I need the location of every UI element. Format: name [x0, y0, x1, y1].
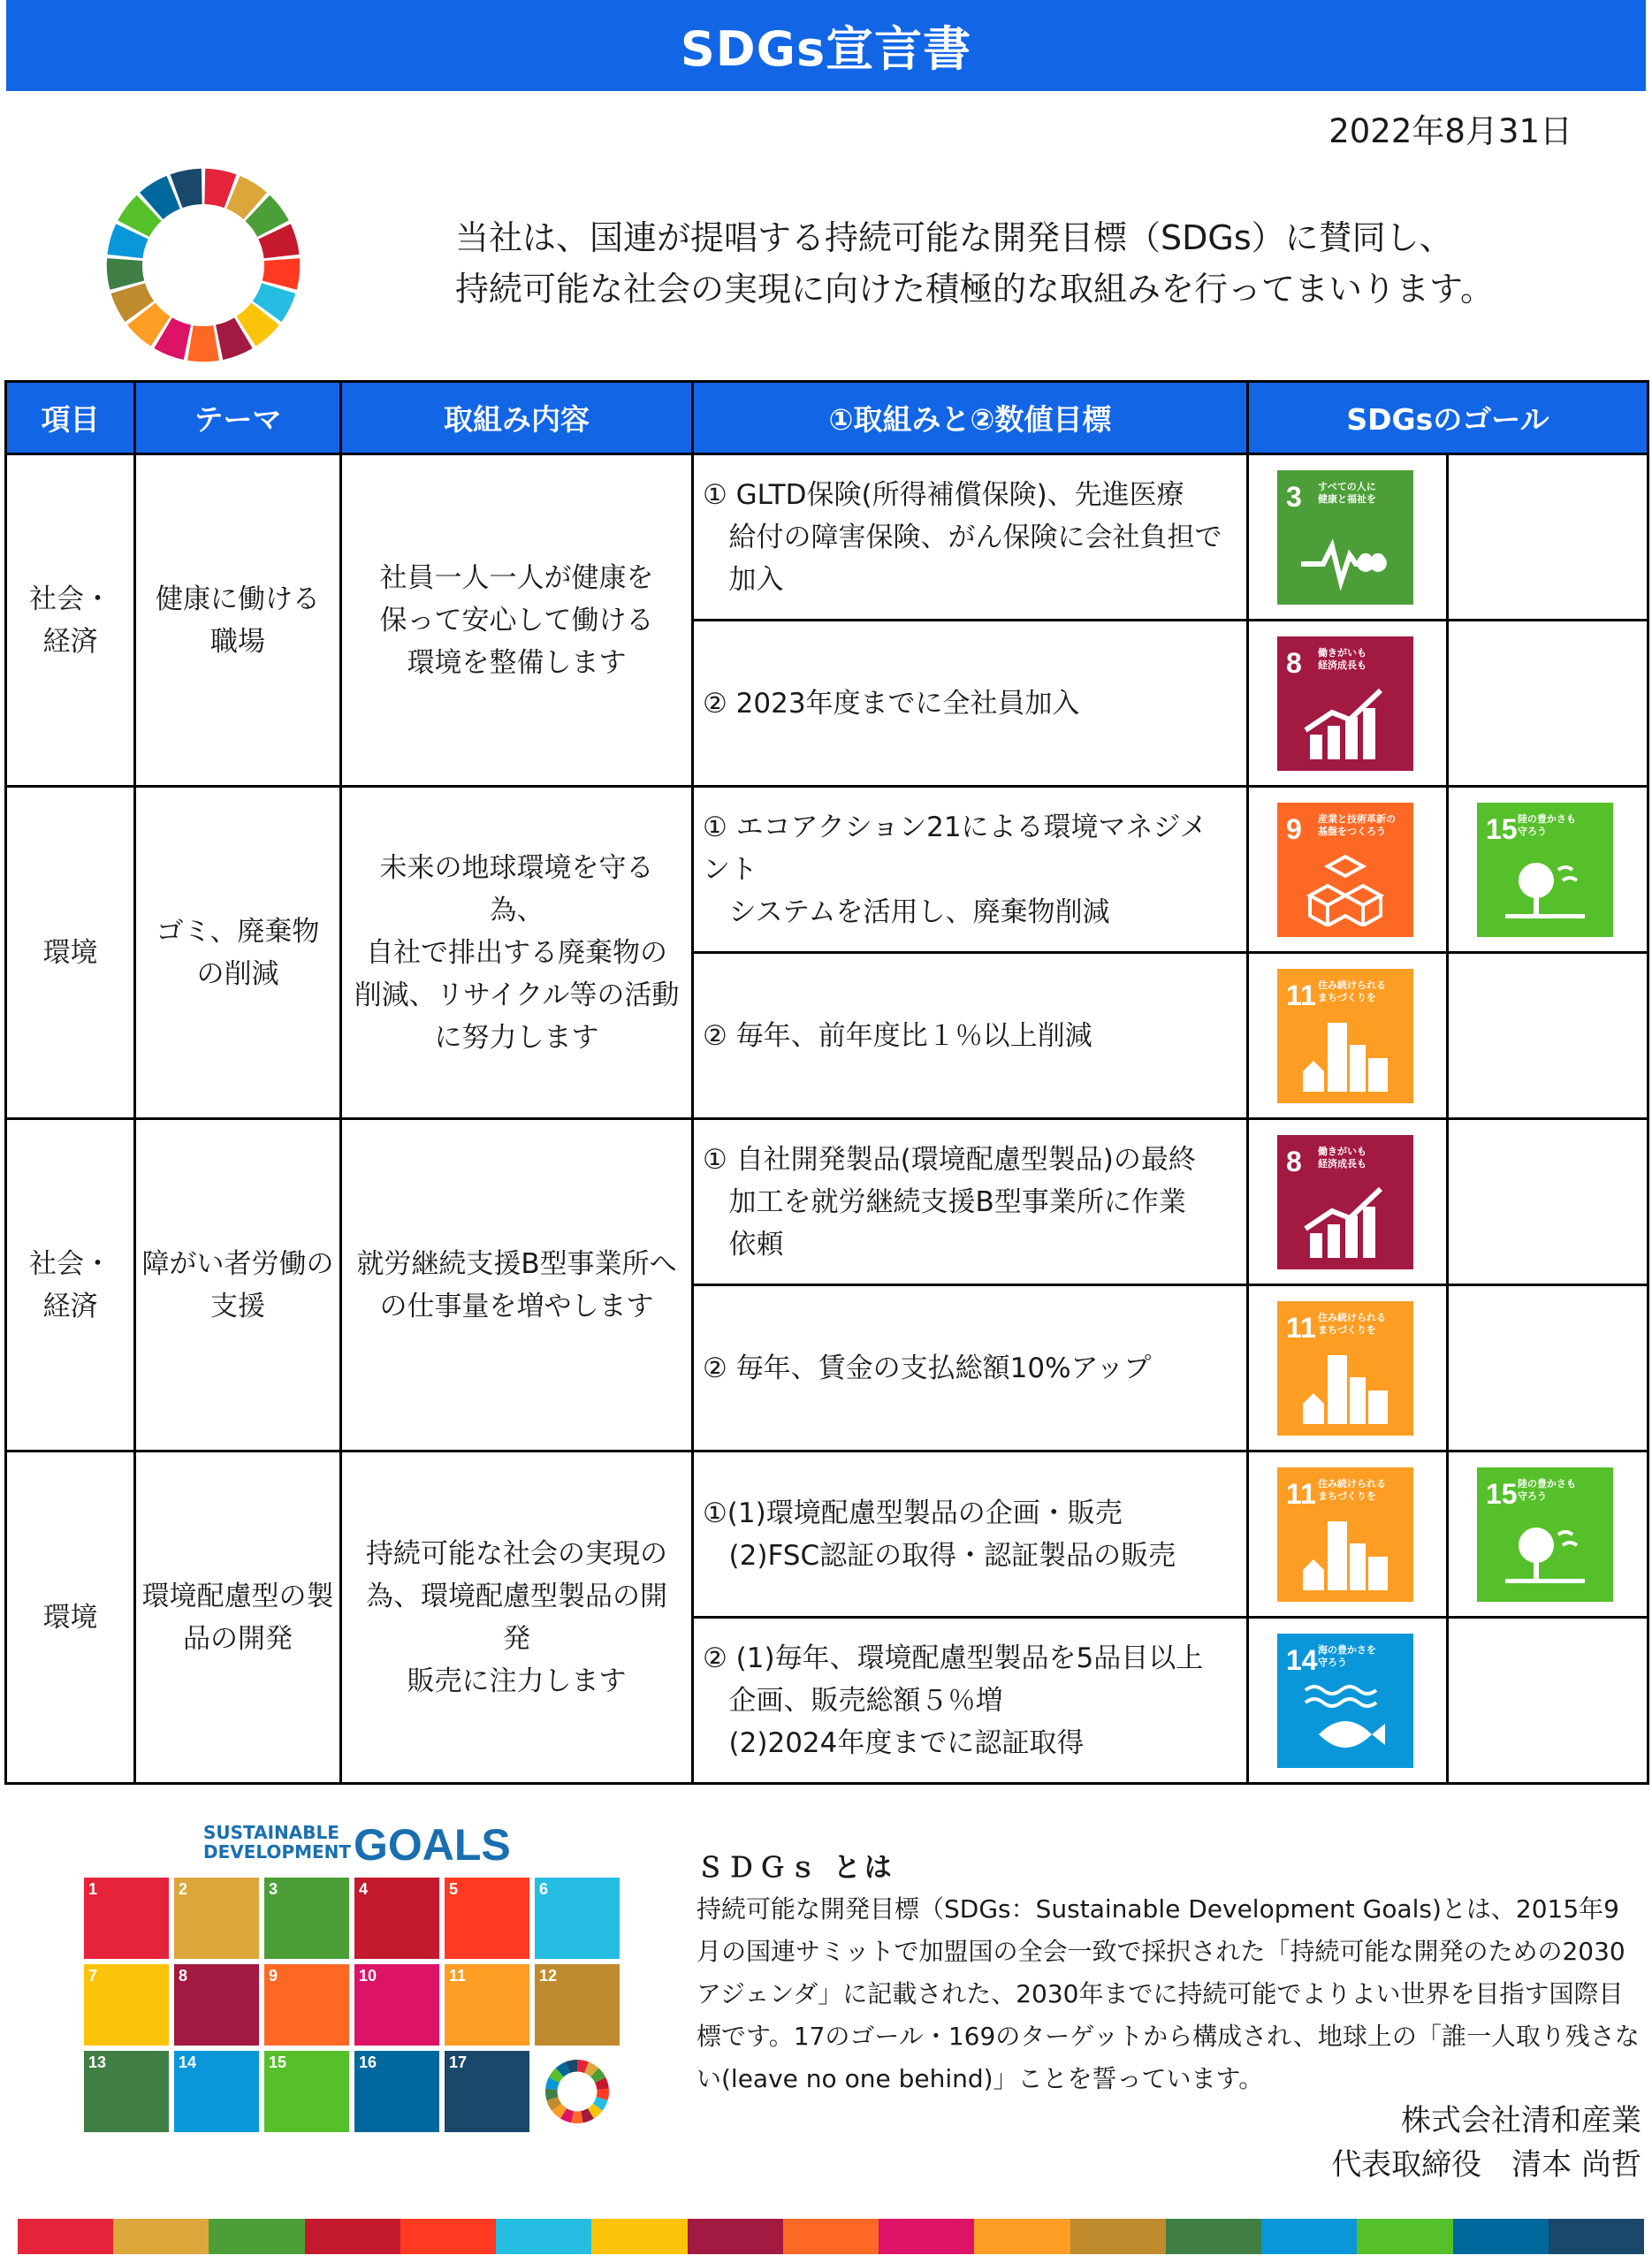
row-theme: 障がい者労働の 支援: [135, 1119, 341, 1452]
declaration-date: 2022年8月31日: [1328, 112, 1572, 150]
stripe-segment: [1357, 2219, 1452, 2254]
about-sdgs: [697, 1845, 1642, 2100]
stripe-segment: [305, 2219, 400, 2254]
header-item: 項目: [6, 382, 135, 454]
row-measure-1: ① エコアクション21による環境マネジメント システムを活用し、廃棄物削減: [693, 787, 1248, 953]
row-content: 就労継続支援B型事業所へ の仕事量を増やします: [341, 1119, 693, 1452]
wheel-segment: [187, 325, 219, 362]
sdg-goal-15-icon: 15 陸の豊かさも 守ろう: [1477, 803, 1613, 937]
intro-line-2: 持続可能な社会の実現に向けた積極的な取組みを行ってまいります。: [455, 270, 1494, 309]
stripe-segment: [591, 2219, 687, 2254]
sdg-tile-16: 16: [354, 2051, 439, 2132]
header-content: 取組み内容: [341, 382, 693, 454]
stripe-segment: [18, 2219, 113, 2254]
row-category: 環境: [6, 1452, 135, 1784]
stripe-segment: [974, 2219, 1070, 2254]
table-row: [6, 787, 1648, 953]
company-representative: 代表取締役 清本 尚哲: [1331, 2147, 1641, 2183]
goal-cell: [1248, 454, 1448, 621]
row-content: 持続可能な社会の実現の 為、環境配慮型製品の開発 販売に注力します: [341, 1452, 693, 1784]
sdg-tile-13: 13: [84, 2051, 169, 2132]
title-text: SDGs宣言書: [680, 21, 972, 77]
company-signature: [1331, 2099, 1641, 2187]
stripe-segment: [688, 2219, 783, 2254]
stripe-segment: [783, 2219, 879, 2254]
goals-graphic-subtitle: SUSTAINABLE DEVELOPMENT: [203, 1822, 352, 1863]
about-body: 持続可能な開発目標（SDGs：Sustainable Development Goals)とは、2015年9月の国連サミットで加盟国の全会一致で採択された「持続可能な開発のための2030アジェンダ」に記載された、2030年までに持続可能でよりよい世界を目指す国際目標です。17のゴール・169のターゲットから構成され、地球上の「誰一人取り残さない(leave no one behind)」ことを誓っています。: [697, 1894, 1640, 2093]
goal-cell: [1448, 1618, 1648, 1784]
sdg-tile-6: 6: [535, 1878, 620, 1959]
goal-cell: [1248, 1119, 1448, 1285]
row-measure-2: ② (1)毎年、環境配慮型製品を5品目以上 企画、販売総額５％増 (2)2024年度までに認証取得: [693, 1618, 1248, 1784]
stripe-segment: [496, 2219, 591, 2254]
sdg-tile-12: 12: [535, 1964, 620, 2046]
row-category: 社会・ 経済: [6, 454, 135, 787]
row-measure-1: ①(1)環境配慮型製品の企画・販売 (2)FSC認証の取得・認証製品の販売: [693, 1452, 1248, 1618]
sdg-tile-11: 11: [445, 1964, 529, 2046]
goals-graphic-word: GOALS: [354, 1820, 511, 1870]
goal-cell: [1448, 1285, 1648, 1452]
sdg-goal-8-icon: 8 働きがいも 経済成長も: [1277, 636, 1413, 771]
row-theme: 環境配慮型の製 品の開発: [135, 1452, 341, 1784]
goal-cell: [1448, 621, 1648, 787]
stripe-segment: [209, 2219, 304, 2254]
page-title: [6, 0, 1646, 91]
stripe-segment: [879, 2219, 974, 2254]
goal-cell: [1248, 953, 1448, 1119]
intro-statement: [455, 212, 1494, 315]
sdg-goal-3-icon: 3 すべての人に 健康と福祉を: [1277, 470, 1413, 605]
goal-cell: [1248, 1285, 1448, 1452]
sdg-wheel-logo: [102, 164, 305, 367]
sdgs-goals-graphic: [84, 1820, 641, 2141]
stripe-segment: [113, 2219, 209, 2254]
company-name: 株式会社清和産業: [1401, 2103, 1641, 2138]
sdg-tile-10: 10: [354, 1964, 439, 2046]
sdg-goal-15-icon: 15 陸の豊かさも 守ろう: [1477, 1467, 1613, 1602]
row-theme: ゴミ、廃棄物 の削減: [135, 787, 341, 1119]
row-measure-2: ② 毎年、前年度比１％以上削減: [693, 953, 1248, 1119]
goal-cell: [1248, 1618, 1448, 1784]
table-row: [6, 1119, 1648, 1285]
sdg-tile-4: 4: [354, 1878, 439, 1959]
sdg-goal-9-icon: 9 産業と技術革新の 基盤をつくろう: [1277, 803, 1413, 937]
goal-cell: [1448, 1452, 1648, 1618]
sdg-tile-3: 3: [264, 1878, 349, 1959]
goal-cell: [1248, 621, 1448, 787]
header-theme: テーマ: [135, 382, 341, 454]
sdg-tile-8: 8: [174, 1964, 259, 2046]
goal-cell: [1248, 787, 1448, 953]
table-row: [6, 454, 1648, 621]
stripe-segment: [1070, 2219, 1166, 2254]
row-category: 環境: [6, 787, 135, 1119]
sdg-tile-7: 7: [84, 1964, 169, 2046]
sdg-goal-11-icon: 11 住み続けられる まちづくりを: [1277, 1301, 1413, 1436]
stripe-segment: [400, 2219, 496, 2254]
sdg-tile-14: 14: [174, 2051, 259, 2132]
goal-cell: [1448, 454, 1648, 621]
sdg-tile-15: 15: [264, 2051, 349, 2132]
goal-cell: [1448, 953, 1648, 1119]
stripe-segment: [1549, 2219, 1644, 2254]
sdg-goal-8-icon: 8 働きがいも 経済成長も: [1277, 1135, 1413, 1269]
row-theme: 健康に働ける 職場: [135, 454, 341, 787]
goal-cell: [1448, 787, 1648, 953]
table-header-row: [6, 382, 1648, 454]
row-measure-1: ① GLTD保険(所得補償保険)、先進医療 給付の障害保険、がん保険に会社負担で 加入: [693, 454, 1248, 621]
goal-cell: [1248, 1452, 1448, 1618]
goals-grid: [84, 1878, 620, 2132]
header-measures: ①取組みと②数値目標: [693, 382, 1248, 454]
sdg-goal-11-icon: 11 住み続けられる まちづくりを: [1277, 1467, 1413, 1602]
about-title: ＳＤＧｓ とは: [697, 1852, 895, 1884]
row-measure-1: ① 自社開発製品(環境配慮型製品)の最終 加工を就労継続支援B型事業所に作業 依頼: [693, 1119, 1248, 1285]
header-goals: SDGsのゴール: [1248, 382, 1648, 454]
row-measure-2: ② 毎年、賃金の支払総額10%アップ: [693, 1285, 1248, 1452]
row-category: 社会・ 経済: [6, 1119, 135, 1452]
intro-line-1: 当社は、国連が提唱する持続可能な開発目標（SDGs）に賛同し、: [455, 218, 1453, 257]
stripe-segment: [1261, 2219, 1357, 2254]
table-row: [6, 1452, 1648, 1618]
row-measure-2: ② 2023年度までに全社員加入: [693, 621, 1248, 787]
stripe-segment: [1166, 2219, 1261, 2254]
sdg-tile-1: 1: [84, 1878, 169, 1959]
color-stripe: [18, 2219, 1644, 2254]
sdg-tile-9: 9: [264, 1964, 349, 2046]
sdgs-table: [4, 380, 1649, 1785]
sdg-goal-14-icon: 14 海の豊かさを 守ろう: [1277, 1634, 1413, 1768]
sdg-tile-2: 2: [174, 1878, 259, 1959]
sdg-goal-11-icon: 11 住み続けられる まちづくりを: [1277, 969, 1413, 1103]
sdg-tile-17: 17: [445, 2051, 529, 2132]
row-content: 社員一人一人が健康を 保って安心して働ける 環境を整備します: [341, 454, 693, 787]
sdg-tile-5: 5: [445, 1878, 529, 1959]
row-content: 未来の地球環境を守る為、 自社で排出する廃棄物の 削減、リサイクル等の活動 に努力します: [341, 787, 693, 1119]
goal-cell: [1448, 1119, 1648, 1285]
sdg-tile-wheel: [535, 2051, 620, 2132]
stripe-segment: [1453, 2219, 1549, 2254]
